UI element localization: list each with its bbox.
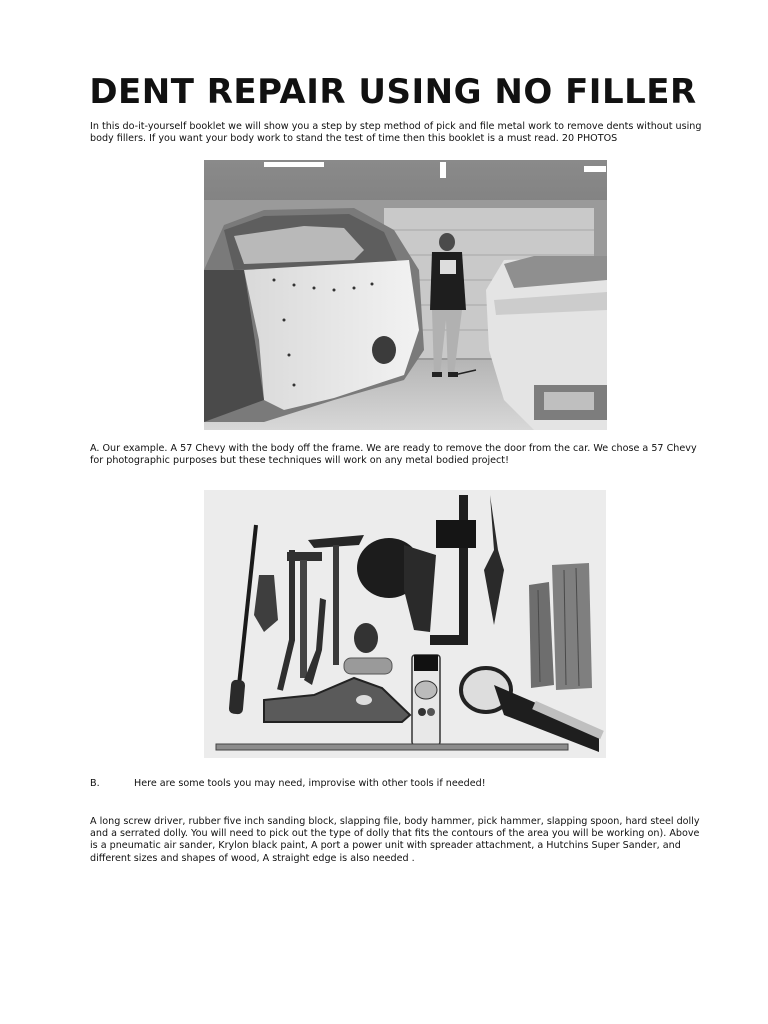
caption-b-letter: B. bbox=[90, 778, 100, 789]
document-title: DENT REPAIR USING NO FILLER bbox=[89, 72, 697, 112]
garage-photo-image bbox=[204, 160, 607, 430]
tools-paragraph: A long screw driver, rubber five inch sanding block, slapping file, body hammer, pick hammer, slapping spoon, hard steel dolly and a serrated dolly. You will need to pick out the type of dolly that fits the contours of the area you will be working on). Above is a pneumatic air sander, Krylon black paint, A port a power unit with spreader attachment, a Hutchins Super Sander, and different sizes and shapes of wood, A straight edge is also needed . bbox=[90, 816, 700, 864]
tools-photo bbox=[204, 490, 606, 758]
tools-photo-image bbox=[204, 490, 606, 758]
caption-b bbox=[90, 778, 486, 790]
caption-a: A. Our example. A 57 Chevy with the body off the frame. We are ready to remove the door from the car. We chose a 57 Chevy for photographic purposes but these techniques will work on any metal bodied project! bbox=[90, 443, 697, 467]
garage-photo bbox=[204, 160, 607, 430]
intro-paragraph: In this do-it-yourself booklet we will show you a step by step method of pick and file metal work to remove dents without using body fillers. If you want your body work to stand the test of time then this booklet is a must read. 20 PHOTOS bbox=[90, 121, 702, 145]
caption-b-text: Here are some tools you may need, improvise with other tools if needed! bbox=[134, 778, 486, 789]
